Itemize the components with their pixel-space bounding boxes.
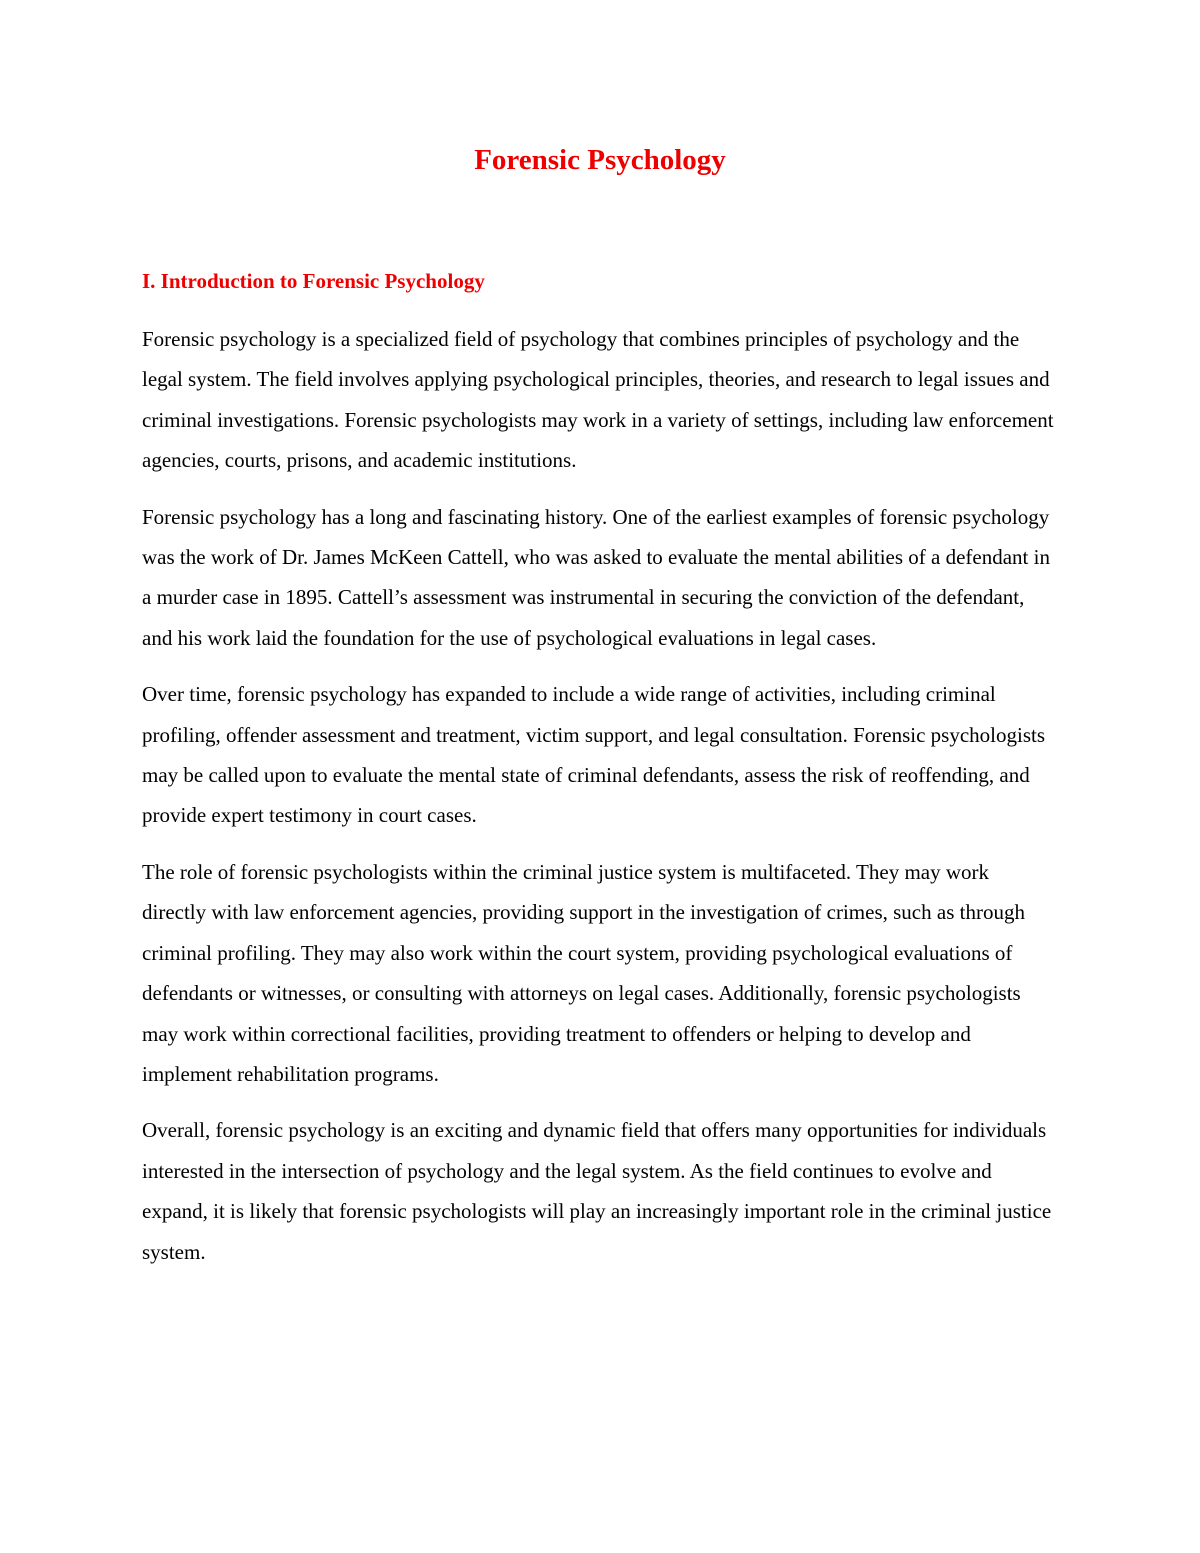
body-paragraph-5: Overall, forensic psychology is an exciting and dynamic field that offers many opportunities for individuals interested in the intersection of psychology and the legal system. As the field continues to evolve and expand, it is likely that forensic psychologists will play an increasingly important role in the criminal justice system. <box>142 1118 1052 1264</box>
body-paragraph-3: Over time, forensic psychology has expanded to include a wide range of activities, including criminal profiling, offender assessment and treatment, victim support, and legal consultation. Forensic psychologists may be called upon to evaluate the mental state of criminal defendants, assess the risk of reoffending, and provide expert testimony in court cases. <box>142 682 1046 828</box>
body-paragraph-4: The role of forensic psychologists within the criminal justice system is multifaceted. They may work directly with law enforcement agencies, providing support in the investigation of crimes, such as through criminal profiling. They may also work within the court system, providing psychological evaluations of defendants or witnesses, or consulting with attorneys on legal cases. Additionally, forensic psychologists may work within correctional facilities, providing treatment to offenders or helping to develop and implement rehabilitation programs. <box>142 859 1025 1086</box>
section-heading: I. Introduction to Forensic Psychology <box>142 269 485 293</box>
document-title: Forensic Psychology <box>474 144 726 176</box>
body-paragraph-2: Forensic psychology has a long and fascinating history. One of the earliest examples of forensic psychology was the work of Dr. James McKeen Cattell, who was asked to evaluate the mental abilities of a defendant in a murder case in 1895. Cattell’s assessment was instrumental in securing the conviction of the defendant, and his work laid the foundation for the use of psychological evaluations in legal cases. <box>142 504 1050 650</box>
body-paragraph-1: Forensic psychology is a specialized field of psychology that combines principles of psychology and the legal system. The field involves applying psychological principles, theories, and research to legal issues and criminal investigations. Forensic psychologists may work in a variety of settings, including law enforcement agencies, courts, prisons, and academic institutions. <box>142 327 1054 473</box>
